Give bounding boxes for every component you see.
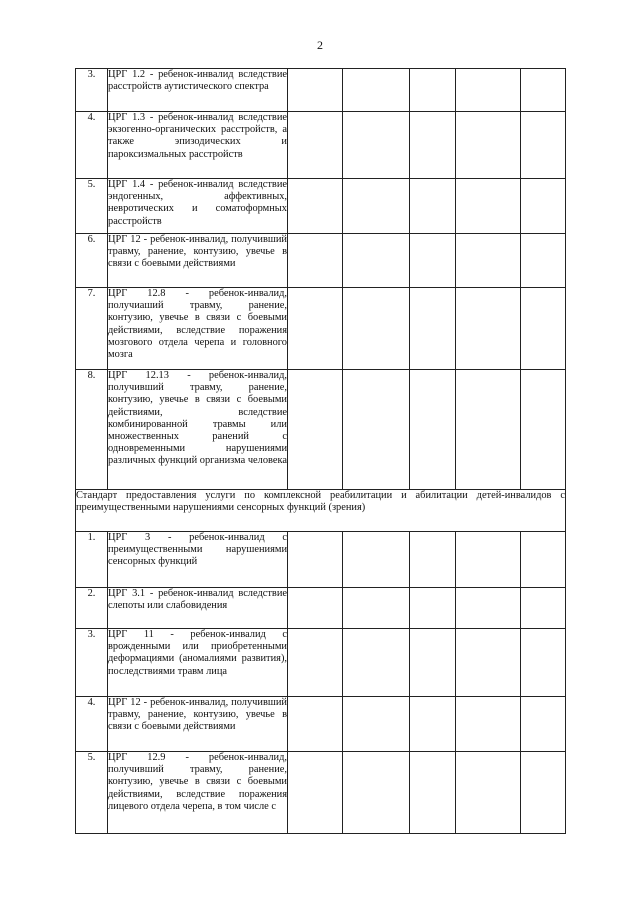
empty-cell <box>521 288 566 370</box>
empty-cell <box>456 179 521 234</box>
empty-cell <box>288 629 343 697</box>
empty-cell <box>456 69 521 112</box>
empty-cell <box>521 234 566 288</box>
row-number: 4. <box>76 112 108 179</box>
table-row <box>76 629 566 697</box>
target-group-cell: ЦРГ 12.13 - ребенок-инвалид, получивший травму, ранение, контузию, увечье в связи с боевыми действиями, вследствие комбинированной травмы или множественных ранений с одновременными нарушениями различных функций организма человека <box>108 370 288 490</box>
row-number: 8. <box>76 370 108 490</box>
empty-cell <box>343 370 410 490</box>
empty-cell <box>288 288 343 370</box>
section-heading-row <box>76 490 566 532</box>
target-group-cell: ЦРГ 3.1 - ребенок-инвалид вследствие слепоты или слабовидения <box>108 588 288 629</box>
empty-cell <box>343 629 410 697</box>
target-group-cell: ЦРГ 12 - ребенок-инвалид, получивший травму, ранение, контузию, увечье в связи с боевыми действиями <box>108 234 288 288</box>
table-row <box>76 697 566 752</box>
row-number: 6. <box>76 234 108 288</box>
empty-cell <box>456 288 521 370</box>
empty-cell <box>343 588 410 629</box>
table-row <box>76 288 566 370</box>
empty-cell <box>410 112 456 179</box>
table-row <box>76 234 566 288</box>
empty-cell <box>343 234 410 288</box>
empty-cell <box>343 69 410 112</box>
empty-cell <box>288 697 343 752</box>
table-row <box>76 588 566 629</box>
table-row <box>76 532 566 588</box>
target-group-cell: ЦРГ 3 - ребенок-инвалид с преимущественными нарушениями сенсорных функций <box>108 532 288 588</box>
empty-cell <box>521 532 566 588</box>
page-number: 2 <box>317 38 323 52</box>
row-number: 5. <box>76 752 108 834</box>
empty-cell <box>288 234 343 288</box>
empty-cell <box>343 752 410 834</box>
table-row <box>76 752 566 834</box>
empty-cell <box>456 532 521 588</box>
section-heading: Стандарт предоставления услуги по комплексной реабилитации и абилитации детей-инвалидов с преимущественными нарушениями сенсорных функций (зрения) <box>76 490 566 532</box>
table-row <box>76 370 566 490</box>
empty-cell <box>456 588 521 629</box>
empty-cell <box>288 370 343 490</box>
empty-cell <box>456 234 521 288</box>
empty-cell <box>288 179 343 234</box>
empty-cell <box>410 532 456 588</box>
empty-cell <box>288 752 343 834</box>
empty-cell <box>288 112 343 179</box>
row-number: 3. <box>76 629 108 697</box>
empty-cell <box>343 697 410 752</box>
empty-cell <box>521 629 566 697</box>
empty-cell <box>410 752 456 834</box>
empty-cell <box>343 288 410 370</box>
empty-cell <box>521 588 566 629</box>
target-group-cell: ЦРГ 12.9 - ребенок-инвалид, получивший травму, ранение, контузию, увечье в связи с боевыми действиями, вследствие поражения лицевого отдела черепа, в том числе с <box>108 752 288 834</box>
empty-cell <box>343 532 410 588</box>
target-group-cell: ЦРГ 1.3 - ребенок-инвалид вследствие экзогенно-органических расстройств, а также эпизодических и пароксизмальных расстройств <box>108 112 288 179</box>
target-group-cell: ЦРГ 12 - ребенок-инвалид, получивший травму, ранение, контузию, увечье в связи с боевыми действиями <box>108 697 288 752</box>
empty-cell <box>521 112 566 179</box>
target-group-cell: ЦРГ 12.8 - ребенок-инвалид, получиаший травму, ранение, контузию, увечье в связи с боевыми действиями, вследствие поражения мозгового отдела черепа и головного мозга <box>108 288 288 370</box>
target-group-cell: ЦРГ 1.2 - ребенок-инвалид вследствие расстройств аутистического спектра <box>108 69 288 112</box>
empty-cell <box>410 588 456 629</box>
services-table <box>75 68 566 834</box>
row-number: 4. <box>76 697 108 752</box>
row-number: 1. <box>76 532 108 588</box>
empty-cell <box>343 179 410 234</box>
empty-cell <box>456 752 521 834</box>
empty-cell <box>410 234 456 288</box>
row-number: 7. <box>76 288 108 370</box>
empty-cell <box>288 588 343 629</box>
target-group-cell: ЦРГ 11 - ребенок-инвалид с врожденными или приобретенными деформациями (аномалиями развития), последствиями травм лица <box>108 629 288 697</box>
empty-cell <box>521 179 566 234</box>
empty-cell <box>410 370 456 490</box>
empty-cell <box>456 370 521 490</box>
row-number: 2. <box>76 588 108 629</box>
empty-cell <box>410 697 456 752</box>
empty-cell <box>456 697 521 752</box>
table-row <box>76 69 566 112</box>
row-number: 3. <box>76 69 108 112</box>
target-group-cell: ЦРГ 1.4 - ребенок-инвалид вследствие эндогенных, аффективных, невротических и соматоформных расстройств <box>108 179 288 234</box>
table-row <box>76 179 566 234</box>
table-row <box>76 112 566 179</box>
empty-cell <box>410 69 456 112</box>
empty-cell <box>521 370 566 490</box>
empty-cell <box>456 629 521 697</box>
empty-cell <box>288 69 343 112</box>
empty-cell <box>456 112 521 179</box>
empty-cell <box>410 288 456 370</box>
row-number: 5. <box>76 179 108 234</box>
empty-cell <box>410 629 456 697</box>
empty-cell <box>521 697 566 752</box>
empty-cell <box>343 112 410 179</box>
empty-cell <box>410 179 456 234</box>
empty-cell <box>521 752 566 834</box>
empty-cell <box>521 69 566 112</box>
empty-cell <box>288 532 343 588</box>
